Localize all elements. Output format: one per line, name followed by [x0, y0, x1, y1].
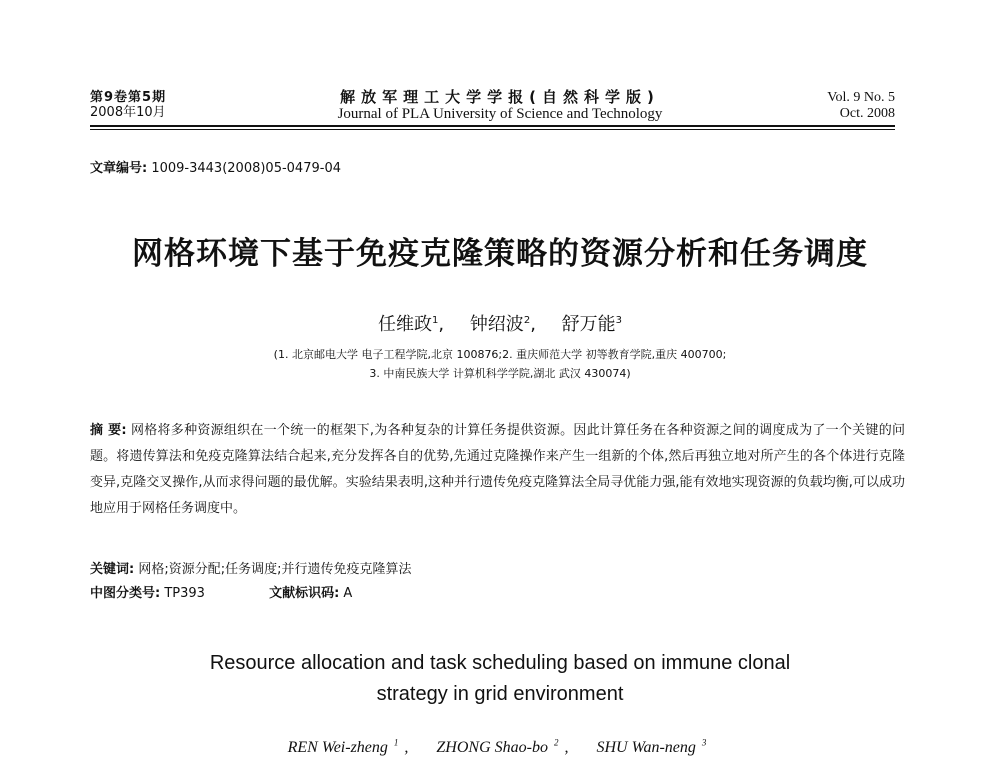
abstract [90, 418, 905, 522]
paper-title: 网格环境下基于免疫克隆策略的资源分析和任务调度 [132, 236, 868, 272]
doc-code-label: 文献标识码: [269, 586, 340, 601]
article-number-label: 文章编号: [90, 161, 148, 176]
header-volume-en [827, 90, 895, 122]
abstract-text: 网格将多种资源组织在一个统一的框架下,为各种复杂的计算任务提供资源。因此计算任务在各种资源之间的调度成为了一个关键的问题。将遗传算法和免疫克隆算法结合起来,充分发挥各自的优势,先通过克隆操作来产生一组新的个体,然后再独立地对所产生的各个体进行克隆变异,克隆交叉操作,从而求得问题的最优解。实验结果表明,这种并行遗传免疫克隆算法全局寻优能力强,能有效地实现资源的负载均衡,可以成功地应用于网格任务调度中。 [90, 423, 905, 516]
keywords [90, 558, 411, 577]
journal-name-en: Journal of PLA University of Science and Technology [337, 106, 663, 122]
header-volume-cn [90, 90, 166, 120]
doc-code-value: A [343, 586, 353, 601]
affiliations [0, 345, 1000, 383]
keywords-text: 网格;资源分配;任务调度;并行遗传免疫克隆算法 [138, 562, 412, 577]
article-number [90, 157, 341, 176]
clc-value: TP393 [164, 586, 205, 601]
english-author: SHU Wan-neng $^3$ [596, 738, 707, 757]
header-journal [260, 88, 740, 123]
affiliation-line: (1. 北京邮电大学 电子工程学院,北京 100876;2. 重庆师范大学 初等教育学院,重庆 400700; [273, 348, 727, 361]
author: 钟绍波$^2$, [469, 314, 536, 335]
author-list [0, 310, 1000, 336]
english-title [0, 648, 1000, 710]
header-rule-thick [90, 125, 895, 127]
affiliation-line: 3. 中南民族大学 计算机科学学院,湖北 武汉 430074) [369, 367, 631, 380]
author: 舒万能$^3$ [561, 314, 623, 335]
abstract-label: 摘 要: [90, 423, 127, 438]
keywords-label: 关键词: [90, 562, 135, 577]
english-author: ZHONG Shao-bo $^2$ , [436, 738, 569, 757]
clc-label: 中图分类号: [90, 586, 161, 601]
english-title-line: Resource allocation and task scheduling based on immune clonal [209, 652, 791, 674]
journal-name-cn: 解放军理工大学学报(自然科学版) [340, 88, 660, 106]
english-title-line: strategy in grid environment [376, 683, 624, 705]
volume-en: Vol. 9 No. 5 [827, 90, 895, 105]
english-author: REN Wei-zheng $^1$ , [287, 738, 409, 757]
volume-cn: 第9卷第5期 [90, 90, 167, 105]
date-cn: 2008年10月 [90, 105, 166, 120]
classification [90, 582, 352, 601]
author: 任维政$^1$, [377, 314, 445, 335]
date-en: Oct. 2008 [839, 106, 895, 121]
article-number-value: 1009-3443(2008)05-0479-04 [151, 161, 341, 176]
english-author-list [0, 738, 1000, 757]
header-rule-thin [90, 129, 895, 130]
